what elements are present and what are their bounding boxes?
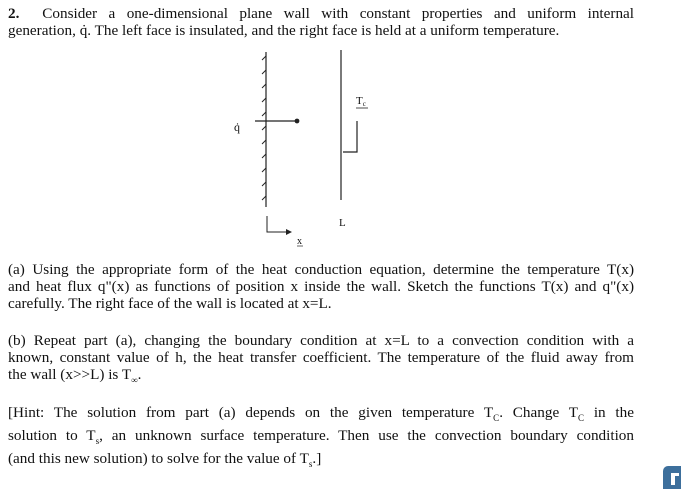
part-b xyxy=(8,332,634,389)
x-axis-arrowhead xyxy=(286,229,292,235)
part-b-line-1: (b) Repeat part (a), changing the boundary condition at x=L to a convection condition with a xyxy=(8,332,634,349)
l-label: L xyxy=(339,217,346,229)
part-a-line-2: and heat flux q"(x) as functions of position x inside the wall. Sketch the functions T(x) and q"(x) xyxy=(8,278,634,295)
problem-line-1: Consider a one-dimensional plane wall with constant properties and uniform internal xyxy=(42,5,635,22)
x-axis-label: x xyxy=(297,236,302,247)
hint xyxy=(8,404,634,473)
part-a-line-3: carefully. The right face of the wall is located at x=L. xyxy=(8,295,332,312)
part-a-line-1: (a) Using the appropriate form of the heat conduction equation, determine the temperature T(x) xyxy=(8,261,634,278)
t-infinity-subscript: ∞ xyxy=(131,375,138,386)
problem-line-2: generation, q̇. The left face is insulated, and the right face is held at a uniform temperature. xyxy=(8,22,560,39)
hint-line-2: solution to $T_s$, an unknown surface temperature. Then use the convection boundary condition xyxy=(8,427,634,447)
hint-line-1: [Hint: The solution from part (a) depends on the given temperature $T_C$. Change $T_C$ in the xyxy=(8,404,634,424)
q-generation-label: q̇ xyxy=(234,120,240,134)
tc-bracket xyxy=(343,121,357,152)
tc-label xyxy=(356,95,366,108)
tc-label-main: T xyxy=(356,95,363,107)
tc-label-sub: c xyxy=(362,100,366,108)
x-axis-line xyxy=(267,216,286,232)
part-a xyxy=(8,261,634,312)
problem-number: 2. xyxy=(8,5,20,22)
part-b-line-3: the wall (x>>L) is $T_\infty$. xyxy=(8,366,142,386)
hint-line-3: (and this new solution) to solve for the value of $T_s$.] xyxy=(8,450,322,470)
generation-dot xyxy=(295,119,300,124)
corner-glyph-bar-icon xyxy=(671,473,679,476)
part-b-line-2: known, constant value of h, the heat transfer coefficient. The temperature of the fluid away from xyxy=(8,349,634,366)
